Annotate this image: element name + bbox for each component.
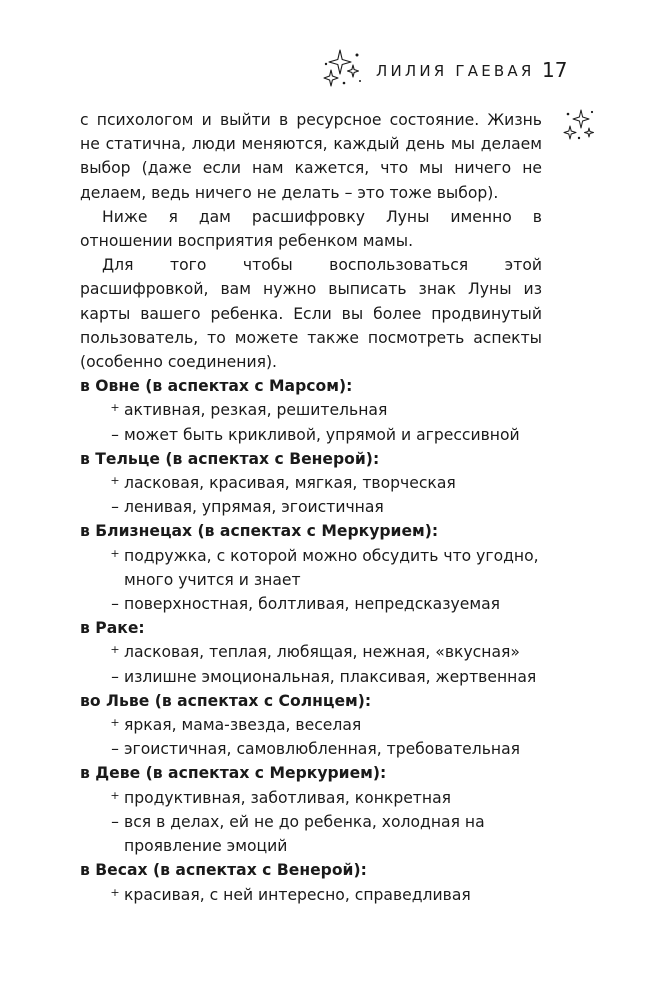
- negative-traits: вся в делах, ей не до ребенка, холодная на проявление эмоций: [124, 812, 485, 856]
- negative-traits: поверхностная, болтливая, непредсказуемая: [124, 595, 501, 614]
- sign-heading: в Близнецах (в аспектах с Меркурием):: [80, 522, 439, 541]
- minus-marker: –: [111, 425, 119, 444]
- sign-heading: в Деве (в аспектах с Меркурием):: [80, 764, 387, 783]
- list-item: [80, 737, 542, 761]
- list-item: [80, 544, 542, 592]
- list-item: [80, 883, 542, 907]
- minus-marker: –: [111, 812, 119, 831]
- minus-marker: –: [111, 740, 119, 759]
- plus-marker: +: [110, 401, 120, 415]
- positive-traits: ласковая, теплая, любящая, нежная, «вкусная»: [124, 643, 520, 662]
- list-item: [80, 592, 542, 616]
- page-number: 17: [542, 58, 568, 82]
- sign-heading: в Весах (в аспектах с Венерой):: [80, 861, 367, 880]
- paragraph: с психологом и выйти в ресурсное состояние. Жизнь не статична, люди меняются, каждый день мы делаем выбор (даже если нам кажется, что мы ничего не делаем, ведь ничего не делать – это тоже выбор).: [80, 111, 542, 202]
- plus-marker: +: [110, 474, 120, 488]
- positive-traits: активная, резкая, решительная: [124, 401, 388, 420]
- author-name: ЛИЛИЯ ГАЕВАЯ: [376, 62, 535, 80]
- list-item: [80, 495, 542, 519]
- list-item: [80, 786, 542, 810]
- minus-marker: –: [111, 667, 119, 686]
- list-item: [80, 471, 542, 495]
- sign-heading: в Овне (в аспектах с Марсом):: [80, 377, 353, 396]
- positive-traits: подружка, с которой можно обсудить что угодно, много учится и знает: [124, 546, 539, 589]
- running-header: [322, 56, 582, 92]
- minus-marker: –: [111, 498, 119, 517]
- positive-traits: продуктивная, заботливая, конкретная: [124, 788, 452, 807]
- list-item: [80, 398, 542, 422]
- list-item: [80, 423, 542, 447]
- paragraph: Для того чтобы воспользоваться этой расшифровкой, вам нужно выписать знак Луны из карты вашего ребенка. Если вы более продвинутый пользователь, то можете также посмотреть аспекты (особенно соединения).: [80, 256, 542, 372]
- plus-marker: +: [110, 546, 120, 560]
- sign-heading: в Раке:: [80, 619, 145, 638]
- list-item: [80, 665, 542, 689]
- list-item: [80, 640, 542, 664]
- plus-marker: +: [110, 885, 120, 899]
- paragraph: Ниже я дам расшифровку Луны именно в отношении восприятия ребенком мамы.: [80, 207, 542, 251]
- negative-traits: излишне эмоциональная, плаксивая, жертвенная: [124, 667, 537, 686]
- sign-heading: во Льве (в аспектах с Солнцем):: [80, 691, 372, 710]
- positive-traits: ласковая, красивая, мягкая, творческая: [124, 474, 456, 493]
- sign-heading: в Тельце (в аспектах с Венерой):: [80, 449, 380, 468]
- page-body: [80, 108, 542, 907]
- plus-marker: +: [110, 716, 120, 730]
- minus-marker: –: [111, 595, 119, 614]
- list-item: [80, 810, 542, 858]
- stars-margin-icon: [562, 106, 596, 142]
- plus-marker: +: [110, 788, 120, 802]
- list-item: [80, 713, 542, 737]
- positive-traits: яркая, мама-звезда, веселая: [124, 716, 362, 735]
- negative-traits: может быть крикливой, упрямой и агрессивной: [124, 425, 520, 444]
- positive-traits: красивая, с ней интересно, справедливая: [124, 885, 471, 904]
- negative-traits: ленивая, упрямая, эгоистичная: [124, 498, 384, 517]
- stars-decoration-icon: [322, 48, 364, 90]
- plus-marker: +: [110, 643, 120, 657]
- negative-traits: эгоистичная, самовлюбленная, требовательная: [124, 740, 521, 759]
